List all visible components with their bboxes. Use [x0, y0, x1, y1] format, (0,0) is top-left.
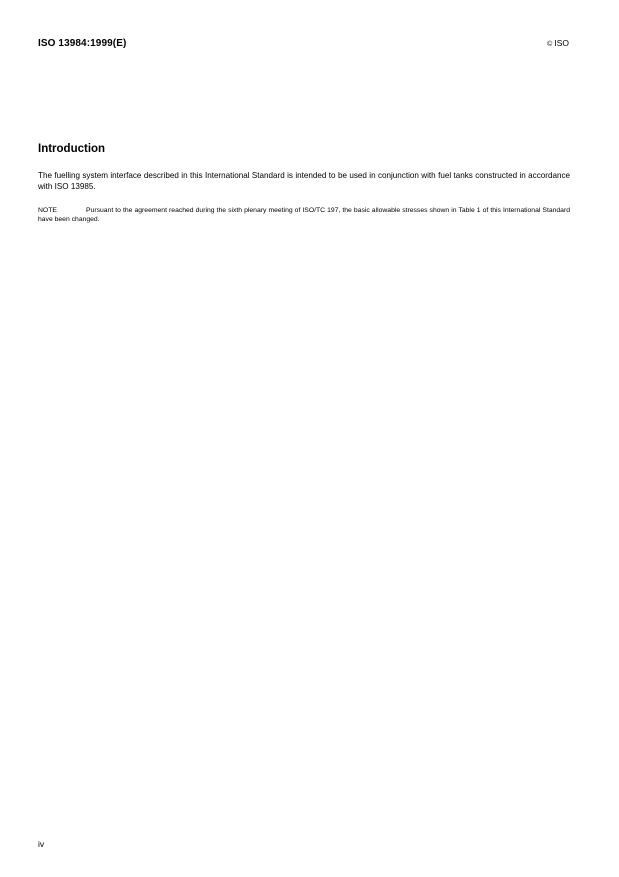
section-heading: Introduction — [38, 143, 106, 155]
copyright-notice — [547, 38, 569, 48]
note-paragraph — [38, 207, 570, 224]
document-id: ISO 13984:1999(E) — [38, 38, 127, 49]
note-text: Pursuant to the agreement reached during the sixth plenary meeting of ISO/TC 197, the basic allowable stresses shown in Table 1 of this International Standard have been changed. — [38, 207, 570, 223]
intro-paragraph: The fuelling system interface described in this International Standard is intended to be used in conjunction with fuel tanks constructed in accordance with ISO 13985. — [38, 171, 570, 191]
copyright-symbol: © — [547, 40, 553, 48]
copyright-owner: ISO — [554, 38, 569, 48]
note-label: NOTE — [38, 207, 57, 214]
page-number: iv — [38, 839, 45, 849]
